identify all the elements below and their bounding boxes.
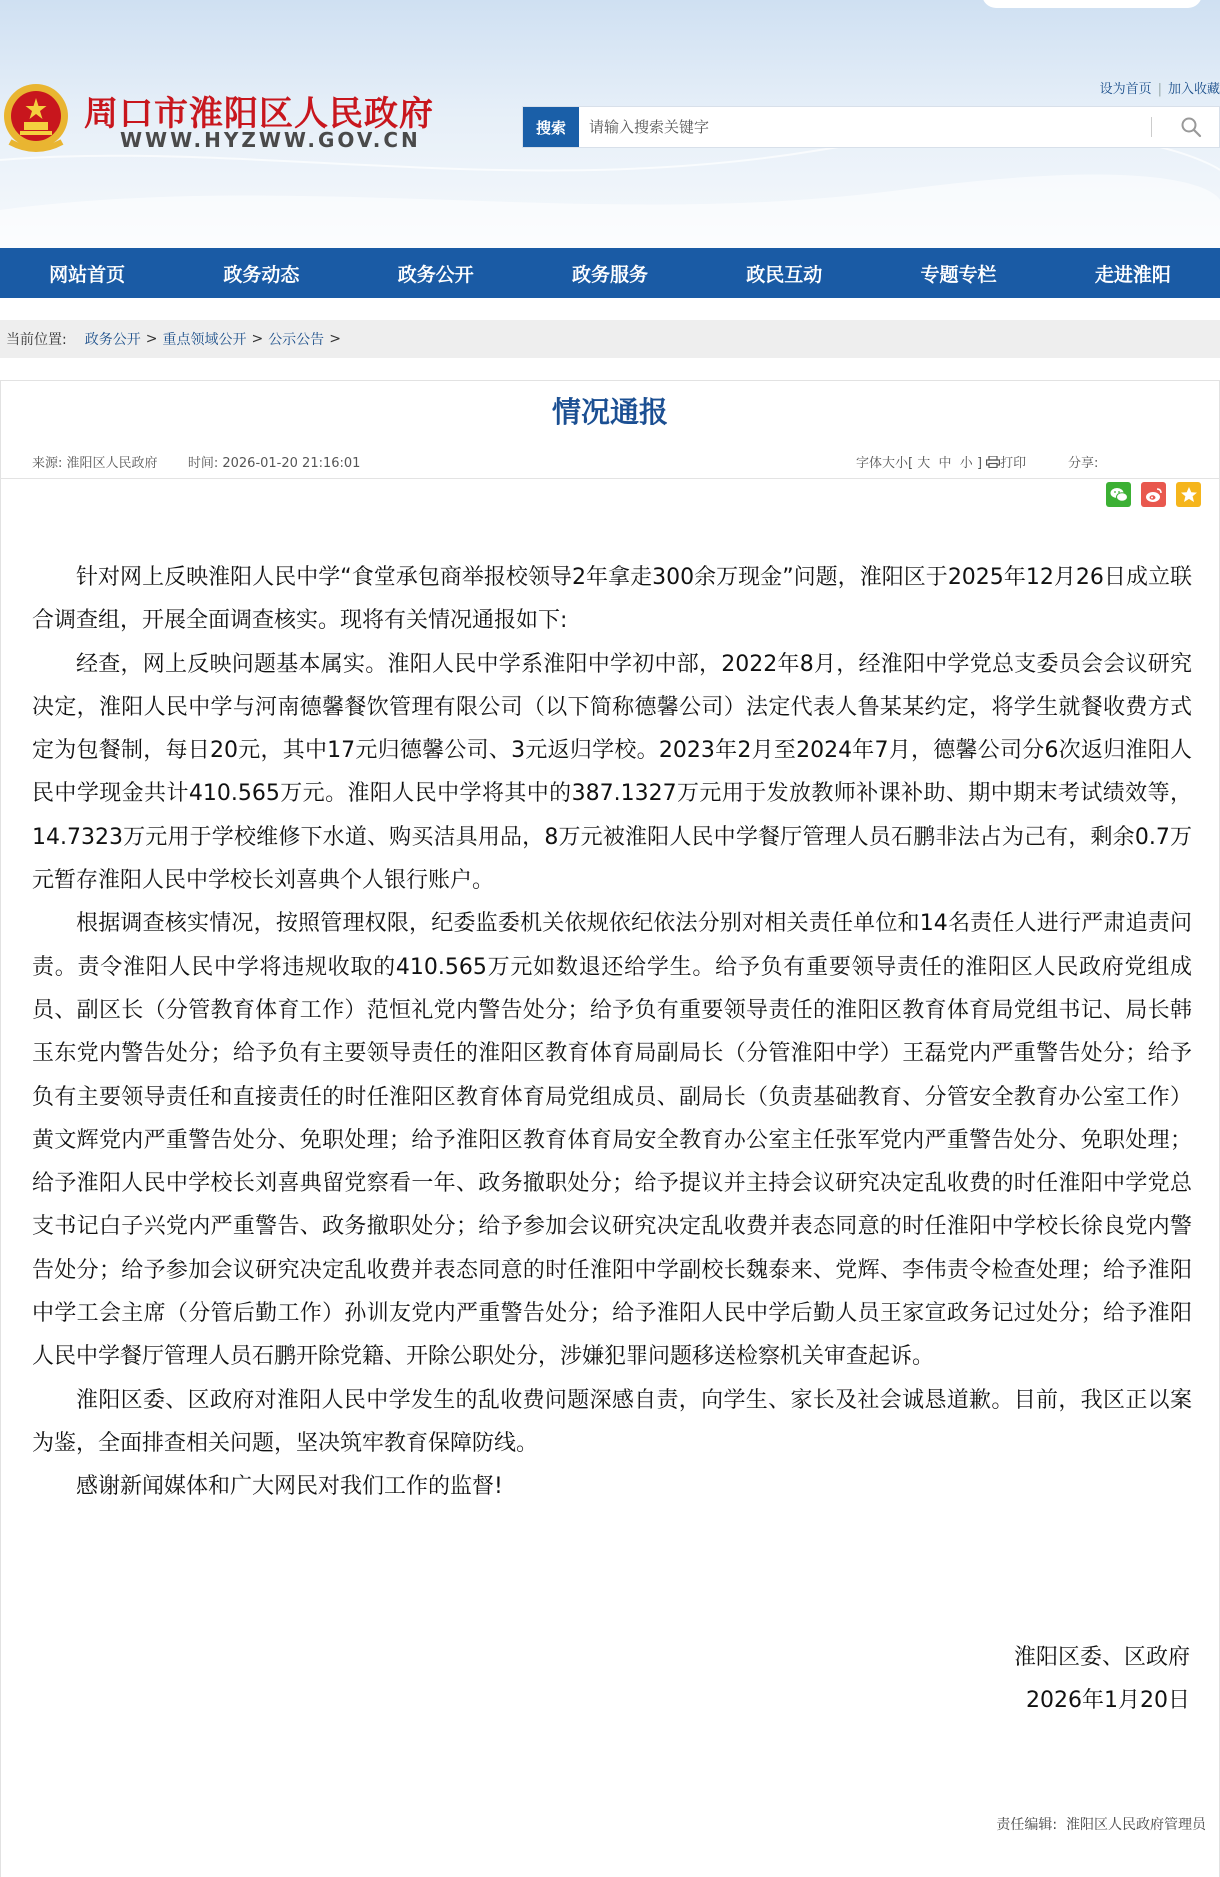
nav-item-news[interactable]: 政务动态	[223, 263, 300, 286]
search-button[interactable]: 搜索	[523, 107, 579, 147]
signature-block	[1014, 1636, 1190, 1722]
article-body	[32, 556, 1192, 1509]
breadcrumb-item-notices[interactable]: 公示公告	[268, 332, 325, 348]
nav-item-topics[interactable]: 专题专栏	[920, 263, 997, 286]
font-size-small[interactable]: 小	[959, 456, 973, 471]
search-icon[interactable]	[1179, 115, 1203, 139]
font-size-large[interactable]: 大	[917, 456, 931, 471]
article-paragraph: 经查，网上反映问题基本属实。淮阳人民中学系淮阳中学初中部，2022年8月，经淮阳中学党总支委员会会议研究决定，淮阳人民中学与河南德馨餐饮管理有限公司（以下简称德馨公司）法定代表人鲁某某约定，将学生就餐收费方式定为包餐制，每日20元，其中17元归德馨公司、3元返归学校。2023年2月至2024年7月，德馨公司分6次返归淮阳人民中学现金共计410.565万元。淮阳人民中学将其中的387.1327万元用于发放教师补课补助、期中期末考试绩效等，14.7323万元用于学校维修下水道、购买洁具用品，8万元被淮阳人民中学餐厅管理人员石鹏非法占为己有，剩余0.7万元暂存淮阳人民中学校长刘喜典个人银行账户。	[32, 651, 1192, 894]
search-input[interactable]	[589, 115, 1109, 139]
meta-divider	[0, 478, 1220, 479]
article-title: 情况通报	[551, 395, 668, 429]
article-paragraph: 感谢新闻媒体和广大网民对我们工作的监督!	[76, 1474, 503, 1500]
nav-item-interaction[interactable]: 政民互动	[746, 263, 823, 286]
print-button[interactable]: 打印	[1000, 456, 1027, 471]
breadcrumb-separator: >	[145, 331, 158, 347]
font-size-medium[interactable]: 中	[938, 456, 952, 471]
top-links: 设为首页 | 加入收藏	[1099, 82, 1220, 97]
nav-item-home[interactable]: 网站首页	[49, 263, 126, 286]
nav-item-disclosure[interactable]: 政务公开	[397, 263, 474, 286]
editor-value: 淮阳区人民政府管理员	[1066, 1817, 1206, 1833]
signature: 淮阳区委、区政府	[1013, 1645, 1190, 1670]
main-nav	[0, 248, 1220, 298]
print-icon[interactable]	[986, 456, 1000, 468]
set-homepage-link[interactable]: 设为首页	[1099, 82, 1152, 97]
breadcrumb	[0, 320, 1220, 358]
weibo-icon[interactable]	[1141, 482, 1166, 507]
share-icons	[1106, 482, 1201, 507]
share-label: 分享:	[1068, 456, 1099, 471]
site-header	[0, 0, 1220, 248]
article-meta	[32, 452, 360, 471]
source-label: 来源:	[32, 456, 63, 471]
nav-item-services[interactable]: 政务服务	[571, 263, 648, 286]
site-url: WWW.HYZWW.GOV.CN	[120, 128, 421, 152]
source-value: 淮阳区人民政府	[66, 456, 158, 471]
favorite-star-icon[interactable]	[1176, 482, 1201, 507]
responsible-editor	[996, 1814, 1206, 1834]
article-tools	[856, 452, 1026, 471]
article-paragraph: 淮阳区委、区政府对淮阳人民中学发生的乱收费问题深感自责，向学生、家长及社会诚恳道歉。目前，我区正以案为鉴，全面排查相关问题，坚决筑牢教育保障防线。	[32, 1387, 1192, 1456]
breadcrumb-separator: >	[251, 331, 264, 347]
site-title: 周口市淮阳区人民政府	[84, 94, 434, 134]
top-decoration	[982, 0, 1202, 8]
breadcrumb-item-key-areas[interactable]: 重点领域公开	[162, 332, 247, 348]
time-value: 2026-01-20 21:16:01	[222, 456, 361, 471]
signature-date: 2026年1月20日	[1026, 1688, 1190, 1713]
wechat-icon[interactable]	[1106, 482, 1131, 507]
font-size-end: ]	[976, 456, 983, 471]
national-emblem-icon	[0, 76, 72, 158]
search-divider	[1151, 117, 1152, 137]
article-paragraph: 针对网上反映淮阳人民中学“食堂承包商举报校领导2年拿走300余万现金”问题，淮阳区于2025年12月26日成立联合调查组，开展全面调查核实。现将有关情况通报如下:	[32, 565, 1192, 634]
search-bar	[522, 106, 1220, 148]
breadcrumb-label: 当前位置:	[6, 332, 67, 348]
breadcrumb-separator: >	[329, 331, 341, 347]
article-paragraph: 根据调查核实情况，按照管理权限，纪委监委机关依规依纪依法分别对相关责任单位和14名责任人进行严肃追责问责。责令淮阳人民中学将违规收取的410.565万元如数退还给学生。给予负有重要领导责任的淮阳区人民政府党组成员、副区长（分管教育体育工作）范恒礼党内警告处分；给予负有重要领导责任的淮阳区教育体育局党组书记、局长韩玉东党内警告处分；给予负有主要领导责任的淮阳区教育体育局副局长（分管淮阳中学）王磊党内严重警告处分；给予负有主要领导责任和直接责任的时任淮阳区教育体育局党组成员、副局长（负责基础教育、分管安全教育办公室工作）黄文辉党内严重警告处分、免职处理；给予淮阳区教育体育局安全教育办公室主任张军党内严重警告处分、免职处理；给予淮阳人民中学校长刘喜典留党察看一年、政务撤职处分；给予提议并主持会议研究决定乱收费的时任淮阳中学党总支书记白子兴党内严重警告、政务撤职处分；给予参加会议研究决定乱收费并表态同意的时任淮阳中学校长徐良党内警告处分；给予参加会议研究决定乱收费并表态同意的时任淮阳中学副校长魏泰来、党辉、李伟责令检查处理；给予淮阳中学工会主席（分管后勤工作）孙训友党内严重警告处分；给予淮阳人民中学后勤人员王家宣政务记过处分；给予淮阳人民中学餐厅管理人员石鹏开除党籍、开除公职处分，涉嫌犯罪问题移送检察机关审查起诉。	[32, 911, 1192, 1370]
breadcrumb-item-disclosure[interactable]: 政务公开	[84, 332, 141, 348]
add-favorite-link[interactable]: 加入收藏	[1167, 82, 1220, 97]
font-size-label: 字体大小[	[856, 456, 914, 471]
time-label: 时间:	[187, 456, 219, 471]
nav-item-about[interactable]: 走进淮阳	[1094, 263, 1171, 286]
editor-label: 责任编辑:	[996, 1817, 1058, 1833]
